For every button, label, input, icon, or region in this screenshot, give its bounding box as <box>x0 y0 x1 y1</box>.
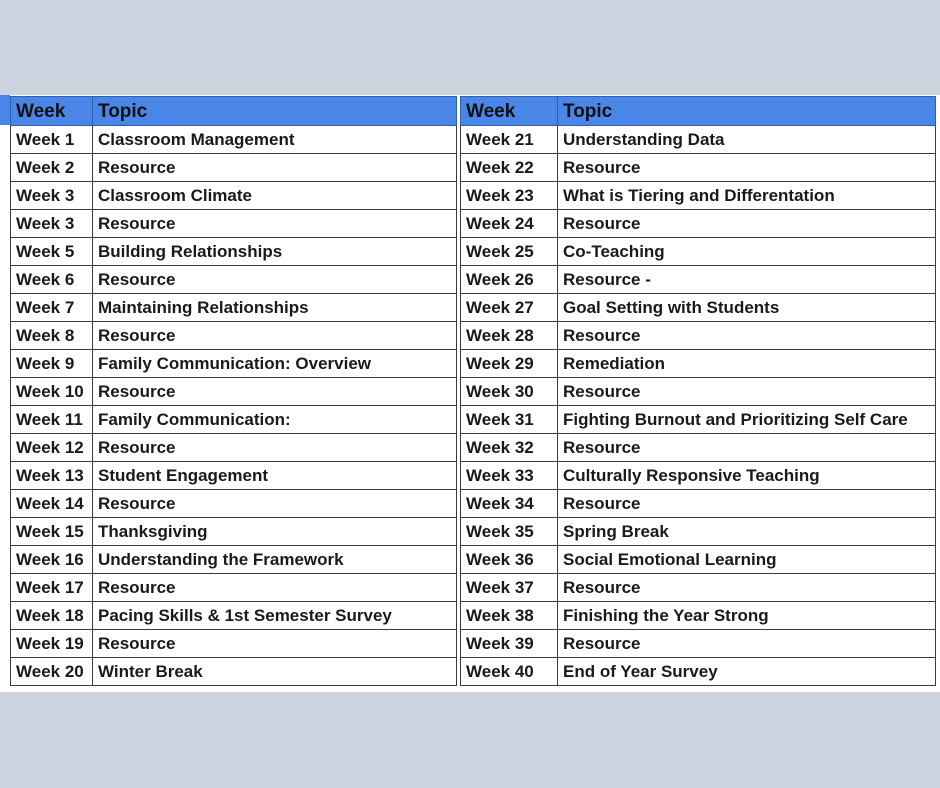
table-row <box>11 294 457 322</box>
week-cell: Week 27 <box>461 294 558 322</box>
topic-cell: Maintaining Relationships <box>93 294 457 322</box>
topic-cell: Family Communication: <box>93 406 457 434</box>
topic-cell: Student Engagement <box>93 462 457 490</box>
table-row <box>461 518 936 546</box>
week-cell: Week 32 <box>461 434 558 462</box>
table-row <box>461 154 936 182</box>
table-row <box>11 574 457 602</box>
table-row <box>11 322 457 350</box>
table-row <box>11 126 457 154</box>
week-cell: Week 1 <box>11 126 93 154</box>
table-row <box>461 434 936 462</box>
week-cell: Week 38 <box>461 602 558 630</box>
week-cell: Week 30 <box>461 378 558 406</box>
topic-cell: What is Tiering and Differentation <box>558 182 936 210</box>
topic-cell: Resource <box>558 154 936 182</box>
topic-cell: Thanksgiving <box>93 518 457 546</box>
header-edge-strip <box>0 95 10 125</box>
week-cell: Week 16 <box>11 546 93 574</box>
topic-cell: Finishing the Year Strong <box>558 602 936 630</box>
table-row <box>461 126 936 154</box>
week-cell: Week 13 <box>11 462 93 490</box>
table-row <box>461 238 936 266</box>
topic-cell: Classroom Management <box>93 126 457 154</box>
week-cell: Week 34 <box>461 490 558 518</box>
table-row <box>461 658 936 686</box>
table-body <box>11 126 457 686</box>
table-row <box>461 210 936 238</box>
topic-cell: Resource <box>558 630 936 658</box>
week-cell: Week 19 <box>11 630 93 658</box>
topic-cell: Resource <box>558 210 936 238</box>
topic-cell: Resource <box>93 574 457 602</box>
week-cell: Week 3 <box>11 210 93 238</box>
table-row <box>11 350 457 378</box>
table-row <box>461 546 936 574</box>
week-cell: Week 40 <box>461 658 558 686</box>
column-header-week: Week <box>461 97 558 126</box>
topic-cell: Resource <box>93 154 457 182</box>
topic-cell: Co-Teaching <box>558 238 936 266</box>
column-header-topic: Topic <box>558 97 936 126</box>
table-row <box>11 546 457 574</box>
header-row <box>11 97 457 126</box>
table-row <box>11 182 457 210</box>
topic-cell: Social Emotional Learning <box>558 546 936 574</box>
topic-cell: Building Relationships <box>93 238 457 266</box>
topic-cell: Remediation <box>558 350 936 378</box>
week-cell: Week 9 <box>11 350 93 378</box>
table-row <box>461 294 936 322</box>
topic-cell: Winter Break <box>93 658 457 686</box>
topic-cell: Resource <box>93 322 457 350</box>
table-row <box>461 462 936 490</box>
table-row <box>461 406 936 434</box>
week-cell: Week 2 <box>11 154 93 182</box>
table-row <box>11 210 457 238</box>
table-row <box>461 574 936 602</box>
table-row <box>461 350 936 378</box>
column-header-topic: Topic <box>93 97 457 126</box>
table-row <box>11 238 457 266</box>
week-cell: Week 28 <box>461 322 558 350</box>
table-row <box>11 630 457 658</box>
week-cell: Week 18 <box>11 602 93 630</box>
week-cell: Week 23 <box>461 182 558 210</box>
week-cell: Week 20 <box>11 658 93 686</box>
topic-cell: Resource <box>93 210 457 238</box>
week-cell: Week 31 <box>461 406 558 434</box>
topic-cell: Resource <box>558 574 936 602</box>
topic-cell: Resource <box>93 630 457 658</box>
header-row <box>461 97 936 126</box>
topic-cell: Goal Setting with Students <box>558 294 936 322</box>
topic-cell: Resource <box>558 378 936 406</box>
topic-cell: Fighting Burnout and Prioritizing Self Care <box>558 406 936 434</box>
week-cell: Week 7 <box>11 294 93 322</box>
topic-cell: Understanding the Framework <box>93 546 457 574</box>
table-row <box>11 490 457 518</box>
topic-cell: Spring Break <box>558 518 936 546</box>
week-cell: Week 14 <box>11 490 93 518</box>
topic-cell: Resource <box>93 378 457 406</box>
topic-cell: End of Year Survey <box>558 658 936 686</box>
week-cell: Week 29 <box>461 350 558 378</box>
week-cell: Week 33 <box>461 462 558 490</box>
table-row <box>11 658 457 686</box>
week-cell: Week 8 <box>11 322 93 350</box>
topic-cell: Resource <box>93 490 457 518</box>
week-cell: Week 12 <box>11 434 93 462</box>
week-cell: Week 26 <box>461 266 558 294</box>
topic-cell: Resource <box>558 322 936 350</box>
table-row <box>461 182 936 210</box>
topic-cell: Classroom Climate <box>93 182 457 210</box>
table-row <box>11 602 457 630</box>
week-cell: Week 24 <box>461 210 558 238</box>
table-row <box>11 406 457 434</box>
topic-cell: Resource <box>558 434 936 462</box>
table-body <box>461 126 936 686</box>
table-row <box>461 378 936 406</box>
week-cell: Week 37 <box>461 574 558 602</box>
topic-cell: Resource <box>93 434 457 462</box>
table-row <box>11 434 457 462</box>
table-row <box>11 462 457 490</box>
table-row <box>461 630 936 658</box>
table-row <box>11 266 457 294</box>
column-header-week: Week <box>11 97 93 126</box>
week-cell: Week 17 <box>11 574 93 602</box>
week-cell: Week 39 <box>461 630 558 658</box>
week-cell: Week 21 <box>461 126 558 154</box>
schedule-table-weeks-21-40 <box>460 96 936 686</box>
topic-cell: Understanding Data <box>558 126 936 154</box>
table-row <box>11 518 457 546</box>
table-row <box>461 322 936 350</box>
week-cell: Week 11 <box>11 406 93 434</box>
table-row <box>461 266 936 294</box>
table-row <box>11 378 457 406</box>
week-cell: Week 10 <box>11 378 93 406</box>
week-cell: Week 3 <box>11 182 93 210</box>
table-row <box>461 490 936 518</box>
topic-cell: Family Communication: Overview <box>93 350 457 378</box>
table-row <box>461 602 936 630</box>
topic-cell: Culturally Responsive Teaching <box>558 462 936 490</box>
week-cell: Week 22 <box>461 154 558 182</box>
table-row <box>11 154 457 182</box>
week-cell: Week 36 <box>461 546 558 574</box>
week-cell: Week 35 <box>461 518 558 546</box>
week-cell: Week 15 <box>11 518 93 546</box>
week-cell: Week 5 <box>11 238 93 266</box>
topic-cell: Resource <box>93 266 457 294</box>
week-cell: Week 25 <box>461 238 558 266</box>
week-cell: Week 6 <box>11 266 93 294</box>
topic-cell: Pacing Skills & 1st Semester Survey <box>93 602 457 630</box>
topic-cell: Resource <box>558 490 936 518</box>
topic-cell: Resource - <box>558 266 936 294</box>
schedule-table-weeks-1-20 <box>10 96 457 686</box>
